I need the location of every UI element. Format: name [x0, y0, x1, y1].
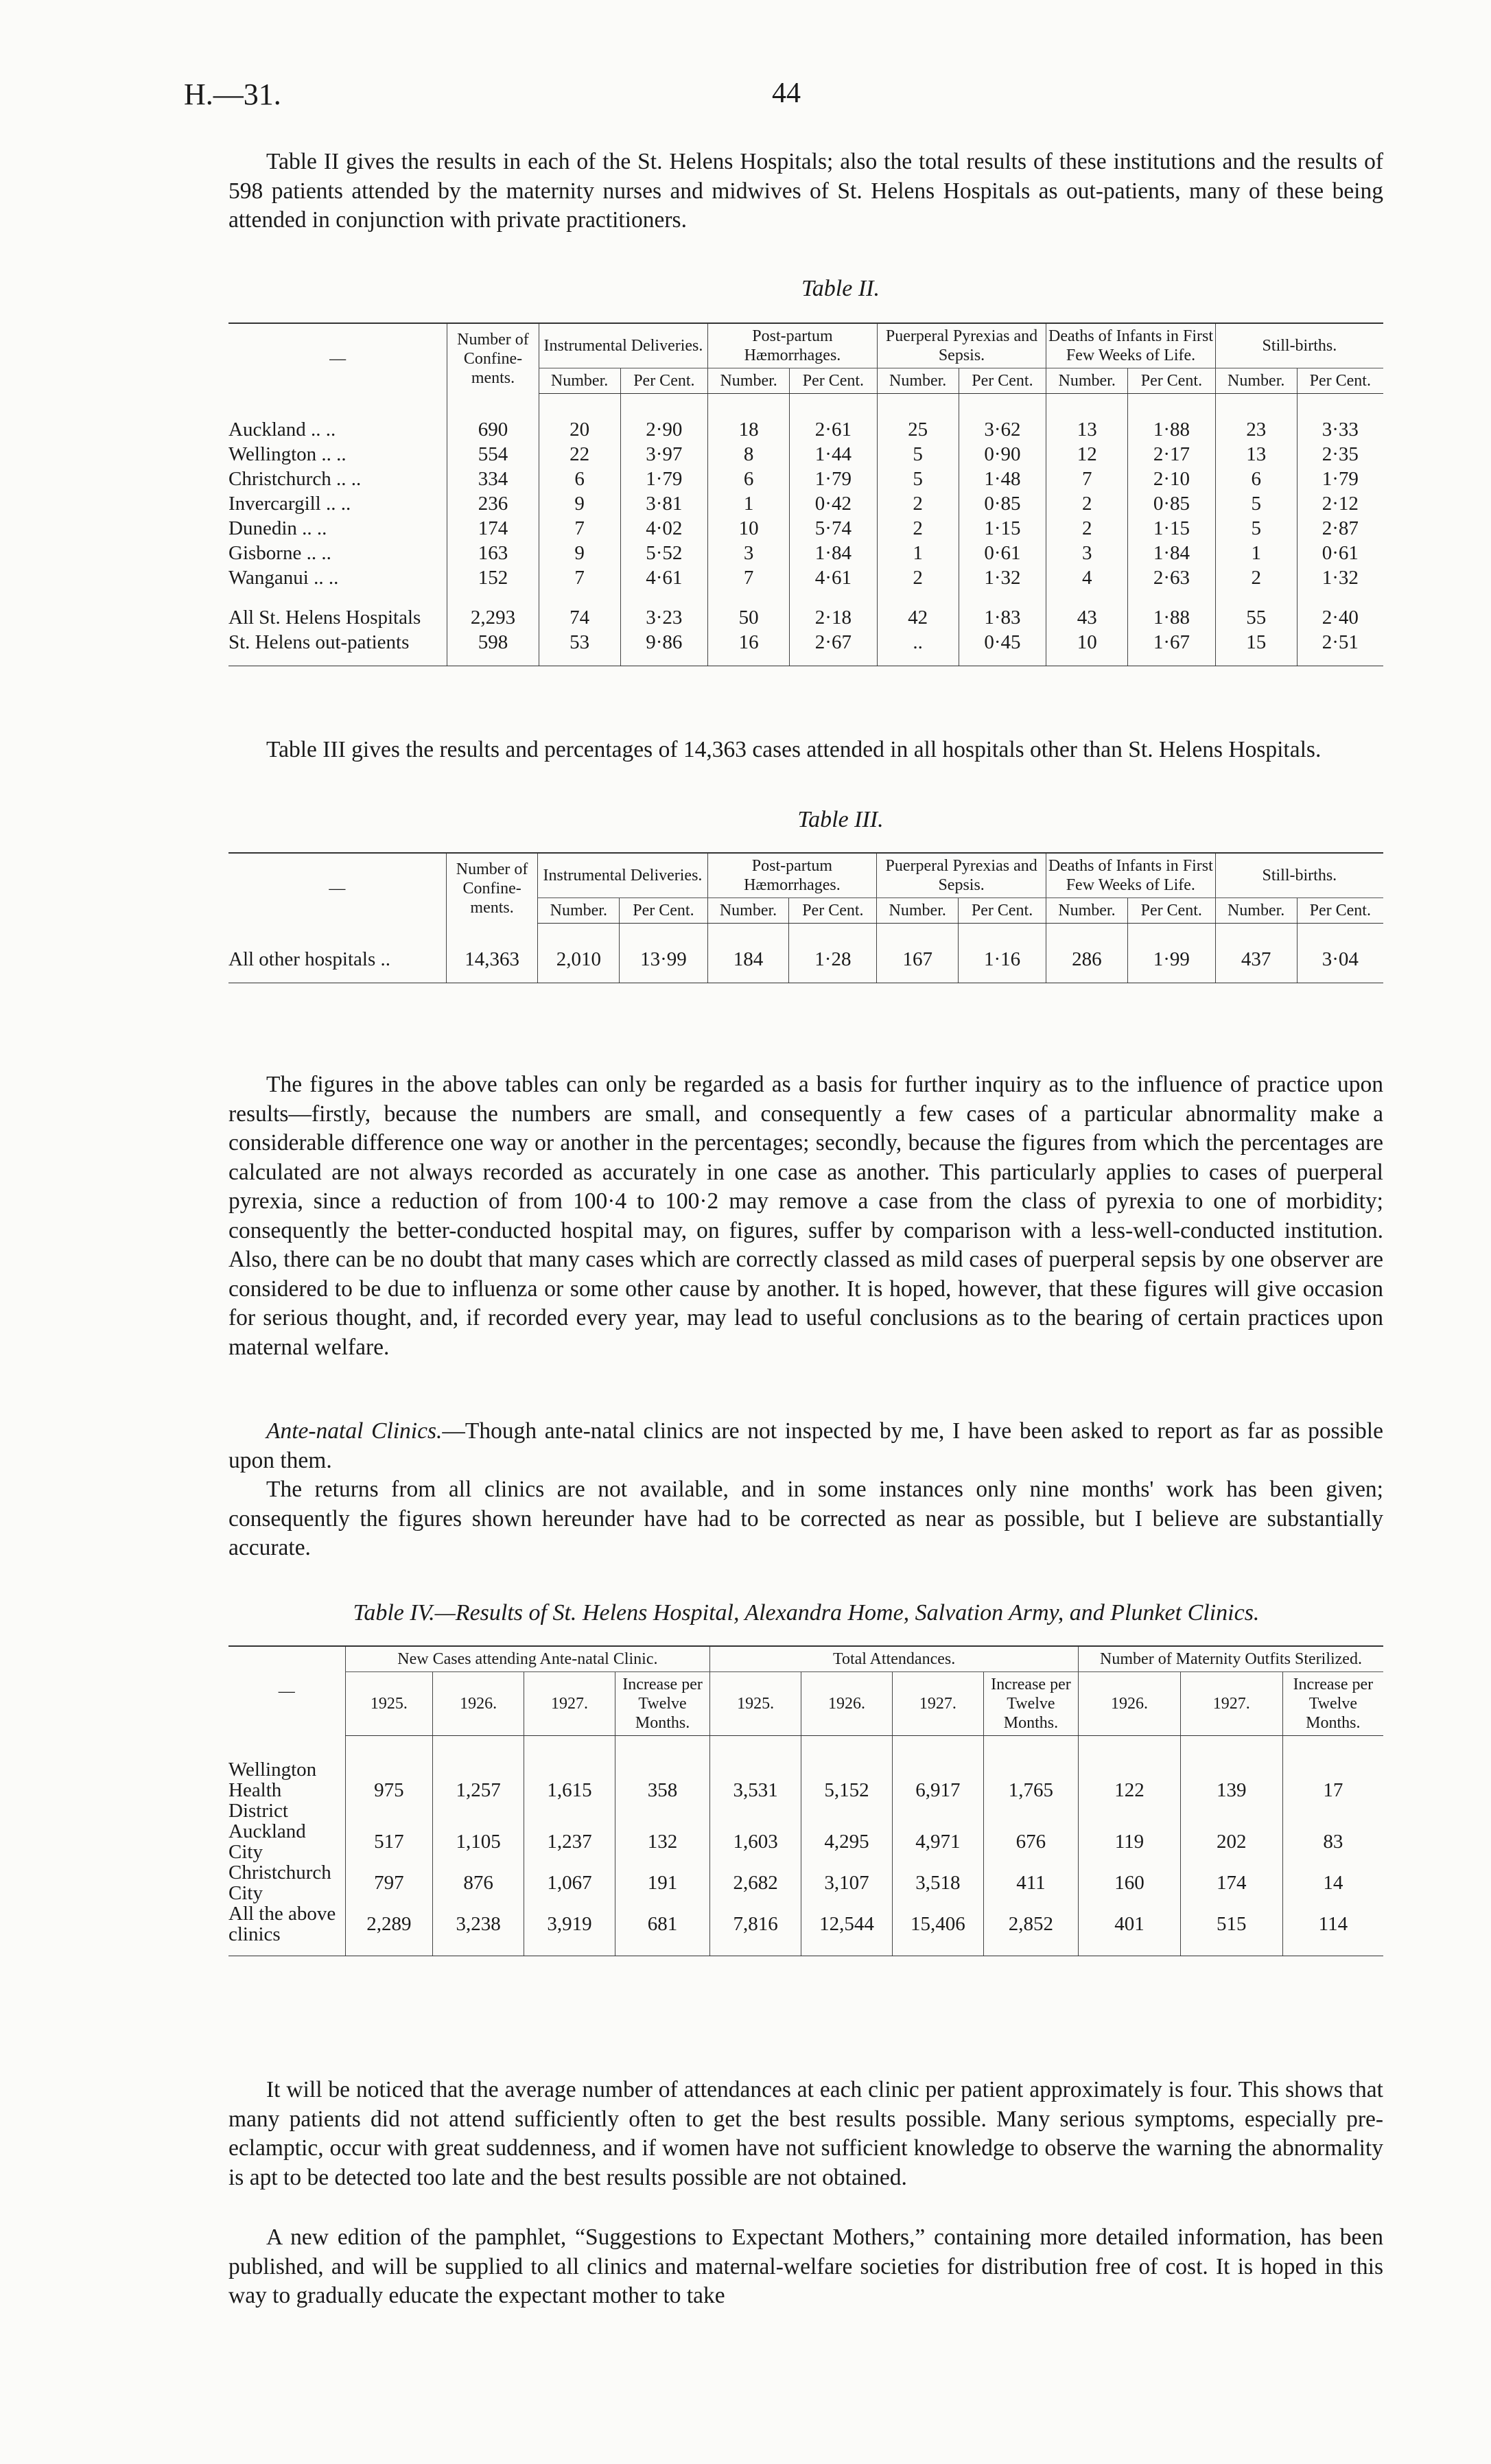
- cell: 681: [615, 1903, 709, 1956]
- row-label: Gisborne .. ..: [228, 542, 331, 564]
- cell: 139: [1180, 1736, 1282, 1821]
- cell: 2: [877, 491, 959, 516]
- sub-header-increase: Increase per Twelve Months.: [1282, 1672, 1383, 1736]
- cell: 152: [447, 565, 539, 590]
- table-row: [228, 924, 1383, 983]
- cell: 3·97: [620, 442, 708, 467]
- cell: 1·84: [1128, 541, 1216, 565]
- table-3-group-header: Still-births.: [1215, 853, 1383, 898]
- sub-header-increase: Increase per Twelve Months.: [615, 1672, 709, 1736]
- sub-header-number: Number.: [877, 898, 959, 924]
- cell: 3: [1046, 541, 1128, 565]
- cell: 0·85: [1128, 491, 1216, 516]
- sub-header-year: 1927.: [1180, 1672, 1282, 1736]
- row-label: All St. Helens Hospitals: [228, 607, 421, 629]
- cell: 1·48: [959, 467, 1046, 491]
- sub-header-number: Number.: [707, 898, 789, 924]
- cell: 167: [877, 924, 959, 983]
- cell: 13·99: [620, 924, 707, 983]
- cell: 2·61: [790, 394, 878, 443]
- cell: 3: [708, 541, 790, 565]
- row-label: Invercargill .. ..: [228, 493, 351, 515]
- cell: 334: [447, 467, 539, 491]
- cell: 1·88: [1128, 394, 1216, 443]
- cell: 5: [877, 442, 959, 467]
- cell: 160: [1079, 1862, 1181, 1903]
- cell: 2: [877, 516, 959, 541]
- cell: 5,152: [801, 1736, 893, 1821]
- cell: 6: [539, 467, 620, 491]
- sub-header-percent: Per Cent.: [1297, 368, 1383, 394]
- cell: 55: [1215, 590, 1297, 630]
- sub-header-number: Number.: [1215, 898, 1297, 924]
- table-3-group-header: Puerperal Pyrexias and Sepsis.: [877, 853, 1046, 898]
- report-code: H.—31.: [184, 78, 281, 111]
- cell: 1,765: [983, 1736, 1078, 1821]
- sub-header-year: 1927.: [524, 1672, 615, 1736]
- cell: 83: [1282, 1821, 1383, 1862]
- row-label: Christchurch City: [228, 1861, 331, 1904]
- cell: 4,295: [801, 1821, 893, 1862]
- cell: 3,919: [524, 1903, 615, 1956]
- row-label: Wellington .. ..: [228, 443, 347, 465]
- cell: 2: [877, 565, 959, 590]
- cell: 517: [345, 1821, 433, 1862]
- cell: 2,289: [345, 1903, 433, 1956]
- cell: 2,293: [447, 590, 539, 630]
- cell: 3·33: [1297, 394, 1383, 443]
- cell: 1·32: [1297, 565, 1383, 590]
- table-4-group-header: Number of Maternity Outfits Sterilized.: [1079, 1646, 1383, 1672]
- sub-header-percent: Per Cent.: [1127, 898, 1215, 924]
- cell: 554: [447, 442, 539, 467]
- cell: 22: [539, 442, 620, 467]
- cell: 1,615: [524, 1736, 615, 1821]
- table-row: [228, 590, 1383, 630]
- cell: 1·16: [959, 924, 1046, 983]
- cell: 163: [447, 541, 539, 565]
- table-3-group-header: Post-partum Hæmorrhages.: [707, 853, 877, 898]
- table-3-intro: Table III gives the results and percentages of 14,363 cases attended in all hospitals other than St. Helens Hospitals.: [266, 737, 1322, 762]
- cell: 119: [1079, 1821, 1181, 1862]
- cell: 7,816: [710, 1903, 801, 1956]
- sub-header-number: Number.: [539, 368, 620, 394]
- table-4-group-header: New Cases attending Ante-natal Clinic.: [345, 1646, 710, 1672]
- cell: 132: [615, 1821, 709, 1862]
- cell: 6: [1215, 467, 1297, 491]
- table-3-confinements-header: Number of Confine-ments.: [446, 853, 538, 924]
- row-label: Wanganui .. ..: [228, 567, 339, 589]
- cell: 4·02: [620, 516, 708, 541]
- cell: 797: [345, 1862, 433, 1903]
- cell: 1·67: [1128, 630, 1216, 666]
- cell: 5: [1215, 491, 1297, 516]
- cell: 3,107: [801, 1862, 893, 1903]
- cell: 1·79: [620, 467, 708, 491]
- cell: 437: [1215, 924, 1297, 983]
- sub-header-number: Number.: [1046, 368, 1128, 394]
- cell: 0·42: [790, 491, 878, 516]
- table-2-group-header: Instrumental Deliveries.: [539, 323, 708, 368]
- cell: 2,010: [538, 924, 620, 983]
- cell: 1·32: [959, 565, 1046, 590]
- cell: 20: [539, 394, 620, 443]
- page-number: 44: [772, 78, 801, 109]
- cell: 3·62: [959, 394, 1046, 443]
- cell: 7: [1046, 467, 1128, 491]
- sub-header-number: Number.: [708, 368, 790, 394]
- antenatal-paragraph: [228, 1417, 1383, 1475]
- cell: 975: [345, 1736, 433, 1821]
- cell: 0·90: [959, 442, 1046, 467]
- cell: 10: [708, 516, 790, 541]
- cell: 3,518: [892, 1862, 983, 1903]
- cell: 2,682: [710, 1862, 801, 1903]
- row-label: All other hospitals ..: [228, 924, 446, 983]
- table-row: [228, 394, 1383, 443]
- returns-paragraph: The returns from all clinics are not available, and in some instances only nine months' work has been given; consequently the figures shown hereunder have had to be corrected as near as possible, but I believe are substantially accurate.: [228, 1477, 1383, 1560]
- table-3-group-header: Deaths of Infants in First Few Weeks of Life.: [1046, 853, 1215, 898]
- table-2-group-header: Post-partum Hæmorrhages.: [708, 323, 878, 368]
- cell: 1,067: [524, 1862, 615, 1903]
- cell: 1·99: [1127, 924, 1215, 983]
- cell: 74: [539, 590, 620, 630]
- cell: 1: [877, 541, 959, 565]
- cell: 14,363: [446, 924, 538, 983]
- table-2-body: [228, 394, 1383, 666]
- table-row: [228, 1862, 1383, 1903]
- cell: 14: [1282, 1862, 1383, 1903]
- cell: 1·44: [790, 442, 878, 467]
- table-row: [228, 516, 1383, 541]
- cell: 2·10: [1128, 467, 1216, 491]
- table-row: [228, 541, 1383, 565]
- sub-header-percent: Per Cent.: [620, 368, 708, 394]
- cell: 7: [708, 565, 790, 590]
- cell: 876: [433, 1862, 524, 1903]
- cell: 1·83: [959, 590, 1046, 630]
- cell: 358: [615, 1736, 709, 1821]
- table-row: [228, 1821, 1383, 1862]
- sub-header-number: Number.: [877, 368, 959, 394]
- cell: 184: [707, 924, 789, 983]
- cell: 13: [1215, 442, 1297, 467]
- table-4-corner: —: [228, 1646, 345, 1736]
- cell: 10: [1046, 630, 1128, 666]
- cell: 23: [1215, 394, 1297, 443]
- closing-paragraph-1: It will be noticed that the average number of attendances at each clinic per patient approximately is four. This shows that many patients did not attend sufficiently often to get the best results possible. Many serious symptoms, especially pre-eclamptic, occur with great suddenness, and if women have not sufficient knowledge to observe the warning the abnormality is apt to be detected too late and the best results possible are not obtained.: [228, 2077, 1383, 2190]
- cell: 2·51: [1297, 630, 1383, 666]
- table-2-group-header: Deaths of Infants in First Few Weeks of Life.: [1046, 323, 1216, 368]
- cell: 9: [539, 541, 620, 565]
- row-label: Dunedin .. ..: [228, 517, 327, 539]
- sub-header-percent: Per Cent.: [1297, 898, 1383, 924]
- cell: 3,531: [710, 1736, 801, 1821]
- cell: 53: [539, 630, 620, 666]
- table-4: [228, 1645, 1383, 1956]
- cell: 4: [1046, 565, 1128, 590]
- cell: 6: [708, 467, 790, 491]
- cell: 5·74: [790, 516, 878, 541]
- cell: 401: [1079, 1903, 1181, 1956]
- cell: 286: [1046, 924, 1127, 983]
- cell: 122: [1079, 1736, 1181, 1821]
- cell: 598: [447, 630, 539, 666]
- cell: 15,406: [892, 1903, 983, 1956]
- cell: 18: [708, 394, 790, 443]
- cell: 4·61: [790, 565, 878, 590]
- cell: 1,257: [433, 1736, 524, 1821]
- sub-header-year: 1926.: [801, 1672, 893, 1736]
- cell: 2·63: [1128, 565, 1216, 590]
- cell: 2·67: [790, 630, 878, 666]
- cell: 174: [447, 516, 539, 541]
- cell: 2·18: [790, 590, 878, 630]
- cell: 191: [615, 1862, 709, 1903]
- sub-header-number: Number.: [1215, 368, 1297, 394]
- cell: 1·15: [1128, 516, 1216, 541]
- cell: 2·87: [1297, 516, 1383, 541]
- cell: 2: [1046, 516, 1128, 541]
- cell: 0·61: [1297, 541, 1383, 565]
- cell: 4,971: [892, 1821, 983, 1862]
- table-4-body: [228, 1736, 1383, 1956]
- sub-header-percent: Per Cent.: [1128, 368, 1216, 394]
- cell: 42: [877, 590, 959, 630]
- cell: 15: [1215, 630, 1297, 666]
- cell: 676: [983, 1821, 1078, 1862]
- cell: 50: [708, 590, 790, 630]
- cell: 9·86: [620, 630, 708, 666]
- cell: 8: [708, 442, 790, 467]
- cell: 3·81: [620, 491, 708, 516]
- table-row: [228, 1903, 1383, 1956]
- table-3-group-header: Instrumental Deliveries.: [538, 853, 707, 898]
- cell: 7: [539, 516, 620, 541]
- row-label: Wellington Health District: [228, 1758, 317, 1822]
- cell: 2·17: [1128, 442, 1216, 467]
- discussion-paragraph: The figures in the above tables can only be regarded as a basis for further inquiry as to the influence of practice upon results—firstly, because the numbers are small, and consequently a few cases of a particular abnormality make a considerable difference one way or another in the percentages; secondly, because the figures from which the percentages are calculated are not always recorded as accurately in one case as another. This particularly applies to cases of puerperal pyrexia, since a reduction of from 100·4 to 100·2 may remove a case from the class of pyrexia to one of morbidity; consequently the better-conducted hospital may, on figures, suffer by comparison with a less-well-conducted institution. Also, there can be no doubt that many cases which are correctly classed as mild cases of puerperal sepsis by one observer are considered to be due to influenza or some other cause by another. It is hoped, however, that these figures will give occasion for serious thought, and, if recorded every year, may lead to useful conclusions as to the bearing of certain practices upon maternal welfare.: [228, 1072, 1383, 1360]
- cell: 5: [1215, 516, 1297, 541]
- cell: 0·61: [959, 541, 1046, 565]
- cell: 4·61: [620, 565, 708, 590]
- cell: 1·79: [1297, 467, 1383, 491]
- cell: 0·85: [959, 491, 1046, 516]
- cell: 690: [447, 394, 539, 443]
- sub-header-percent: Per Cent.: [959, 898, 1046, 924]
- cell: 7: [539, 565, 620, 590]
- row-label: Auckland .. ..: [228, 418, 336, 441]
- row-label: All the above clinics: [228, 1903, 345, 1956]
- row-label: Auckland City: [228, 1820, 306, 1863]
- cell: 2·35: [1297, 442, 1383, 467]
- sub-header-increase: Increase per Twelve Months.: [983, 1672, 1078, 1736]
- cell: 1·28: [789, 924, 877, 983]
- sub-header-number: Number.: [1046, 898, 1127, 924]
- cell: 1,603: [710, 1821, 801, 1862]
- cell: 1·88: [1128, 590, 1216, 630]
- closing-paragraph-2: A new edition of the pamphlet, “Suggestions to Expectant Mothers,” containing more detailed information, has been published, and will be supplied to all clinics and maternal-welfare societies for distribution free of cost. It is hoped in this way to gradually educate the expectant mother to take: [228, 2225, 1383, 2308]
- table-row: [228, 1736, 1383, 1821]
- cell: 2·90: [620, 394, 708, 443]
- intro-paragraph: Table II gives the results in each of the St. Helens Hospitals; also the total results of these institutions and the results of 598 patients attended by the maternity nurses and midwives of St. Helens Hospitals as out-patients, many of these being attended in conjunction with private practitioners.: [228, 149, 1383, 233]
- cell: 1·79: [790, 467, 878, 491]
- sub-header-percent: Per Cent.: [959, 368, 1046, 394]
- table-row: [228, 491, 1383, 516]
- cell: 1,237: [524, 1821, 615, 1862]
- cell: 202: [1180, 1821, 1282, 1862]
- cell: 1: [1215, 541, 1297, 565]
- cell: 2: [1215, 565, 1297, 590]
- table-3-caption: Table III.: [797, 807, 884, 832]
- cell: 411: [983, 1862, 1078, 1903]
- cell: 43: [1046, 590, 1128, 630]
- table-row: [228, 565, 1383, 590]
- table-2-group-header: Puerperal Pyrexias and Sepsis.: [877, 323, 1046, 368]
- cell: 9: [539, 491, 620, 516]
- cell: 13: [1046, 394, 1128, 443]
- cell: 2·12: [1297, 491, 1383, 516]
- sub-header-percent: Per Cent.: [620, 898, 707, 924]
- sub-header-number: Number.: [538, 898, 620, 924]
- sub-header-year: 1925.: [710, 1672, 801, 1736]
- cell: 2: [1046, 491, 1128, 516]
- cell: 2,852: [983, 1903, 1078, 1956]
- cell: 5: [877, 467, 959, 491]
- cell: 3,238: [433, 1903, 524, 1956]
- table-row: [228, 630, 1383, 666]
- cell: 12: [1046, 442, 1128, 467]
- table-4-caption: Table IV.—Results of St. Helens Hospital, Alexandra Home, Salvation Army, and Plunket Clinics.: [353, 1600, 1260, 1626]
- cell: 1·84: [790, 541, 878, 565]
- cell: ..: [877, 630, 959, 666]
- row-label: St. Helens out-patients: [228, 630, 447, 666]
- cell: 17: [1282, 1736, 1383, 1821]
- sub-header-percent: Per Cent.: [790, 368, 878, 394]
- table-2: [228, 322, 1383, 666]
- antenatal-heading: Ante-natal Clinics.: [266, 1418, 443, 1444]
- cell: 174: [1180, 1862, 1282, 1903]
- sub-header-year: 1925.: [345, 1672, 433, 1736]
- cell: 0·45: [959, 630, 1046, 666]
- table-row: [228, 467, 1383, 491]
- cell: 12,544: [801, 1903, 893, 1956]
- cell: 2·40: [1297, 590, 1383, 630]
- table-2-caption: Table II.: [801, 276, 880, 301]
- cell: 1: [708, 491, 790, 516]
- cell: 236: [447, 491, 539, 516]
- cell: 114: [1282, 1903, 1383, 1956]
- cell: 1,105: [433, 1821, 524, 1862]
- sub-header-year: 1926.: [1079, 1672, 1181, 1736]
- cell: 3·04: [1297, 924, 1383, 983]
- cell: 515: [1180, 1903, 1282, 1956]
- sub-header-year: 1926.: [433, 1672, 524, 1736]
- cell: 5·52: [620, 541, 708, 565]
- table-3-corner: —: [228, 853, 446, 924]
- row-label: Christchurch .. ..: [228, 468, 362, 490]
- table-2-confinements-header: Number of Confine-ments.: [447, 323, 539, 394]
- cell: 1·15: [959, 516, 1046, 541]
- sub-header-percent: Per Cent.: [789, 898, 877, 924]
- cell: 25: [877, 394, 959, 443]
- table-4-group-header: Total Attendances.: [710, 1646, 1079, 1672]
- table-3: [228, 852, 1383, 983]
- table-row: [228, 442, 1383, 467]
- cell: 3·23: [620, 590, 708, 630]
- cell: 6,917: [892, 1736, 983, 1821]
- table-2-group-header: Still-births.: [1215, 323, 1383, 368]
- antenatal-text: —Though ante-natal clinics are not inspected by me, I have been asked to report as far as possible upon them.: [228, 1418, 1383, 1473]
- cell: 16: [708, 630, 790, 666]
- sub-header-year: 1927.: [892, 1672, 983, 1736]
- table-2-corner: —: [228, 323, 447, 394]
